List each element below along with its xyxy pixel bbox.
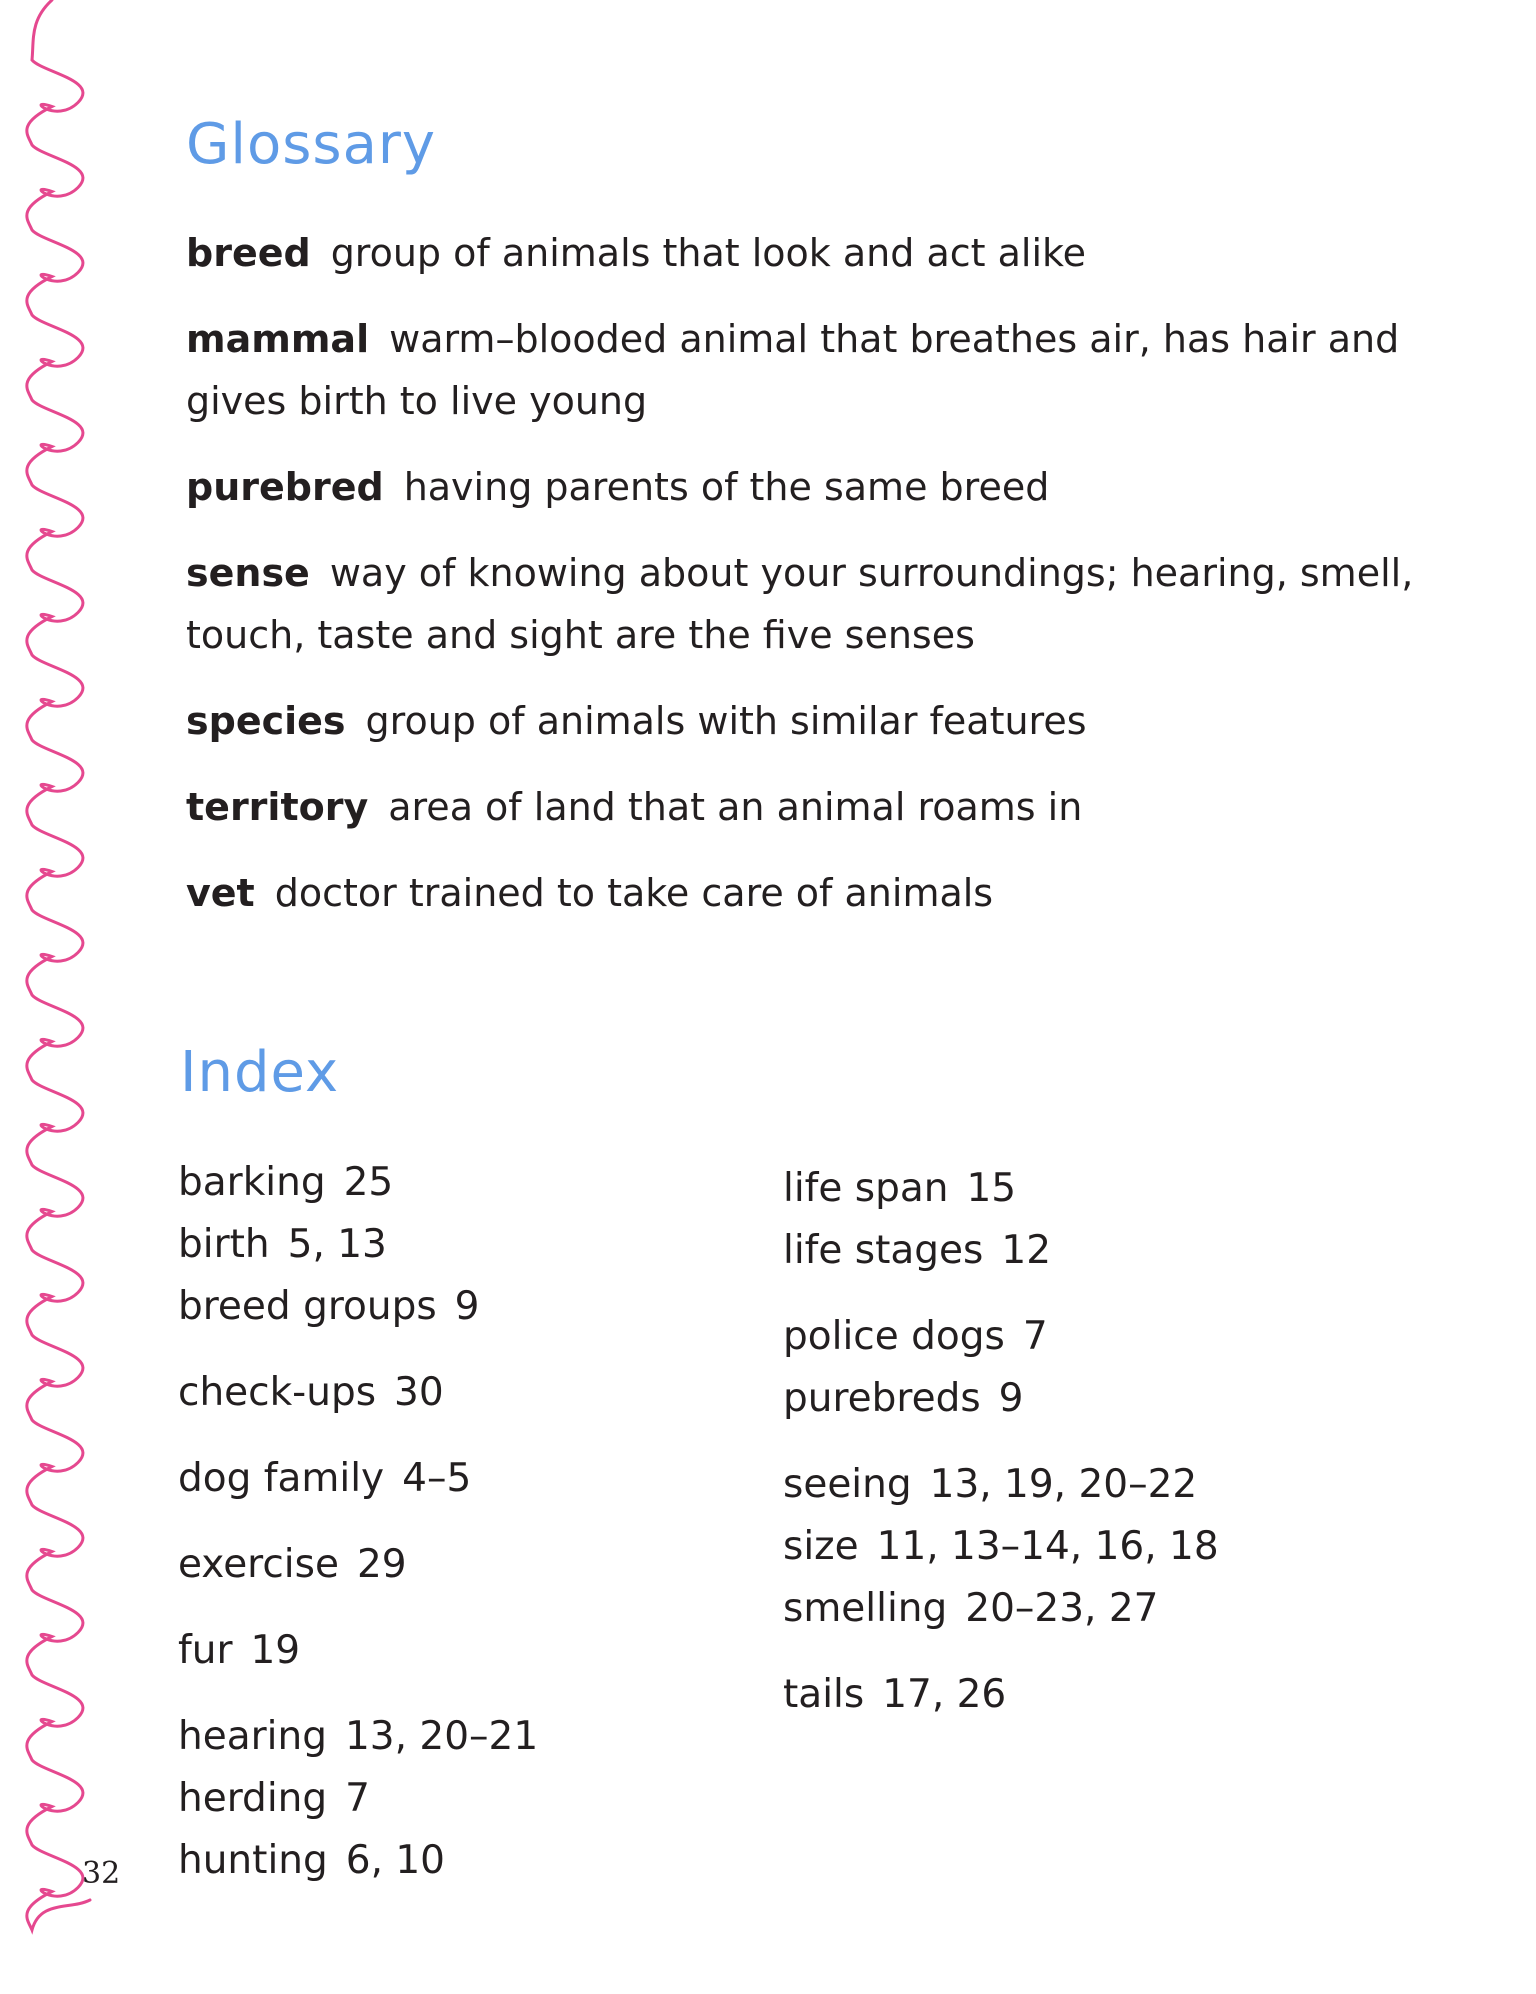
glossary-definition: way of knowing about your surroundings; hearing, smell, touch, taste and sight are the five senses [186,551,1414,657]
index-entry [178,1768,538,1830]
index-entry [178,1706,538,1768]
index-entry [783,1220,1219,1282]
glossary-entry [186,222,1416,284]
index-term: check-ups [178,1370,377,1415]
glossary-term: sense [186,551,310,595]
index-term: barking [178,1160,326,1205]
glossary-entry [186,542,1416,666]
index-entry [178,1276,538,1338]
index-group [178,1448,538,1510]
swirl-line [27,0,90,1930]
index-entry [178,1448,538,1510]
glossary-term: vet [186,871,255,915]
index-term: hearing [178,1714,327,1759]
index-pages: 7 [1022,1314,1048,1359]
index-group [783,1454,1219,1640]
index-group [178,1706,538,1892]
glossary-definition: area of land that an animal roams in [388,785,1083,829]
index-heading: Index [180,1040,340,1105]
index-entry [178,1620,538,1682]
index-entry [178,1534,538,1596]
glossary-definition: group of animals that look and act alike [330,231,1087,275]
index-term: herding [178,1776,328,1821]
pink-swirl-border-icon [0,0,120,1994]
glossary-term: species [186,699,346,743]
index-pages: 7 [345,1776,370,1821]
index-entry [178,1214,538,1276]
index-term: exercise [178,1542,339,1587]
glossary-list [186,222,1416,948]
index-pages: 17, 26 [882,1672,1007,1717]
index-pages: 4–5 [402,1456,472,1501]
index-term: purebreds [783,1376,981,1421]
glossary-term: breed [186,231,311,275]
index-entry [178,1830,538,1892]
index-pages: 29 [356,1542,407,1587]
index-entry [783,1664,1219,1726]
index-group [178,1362,538,1424]
glossary-term: purebred [186,465,384,509]
index-term: fur [178,1628,233,1673]
page-number: 32 [82,1856,121,1891]
index-entry [783,1578,1219,1640]
index-pages: 25 [343,1160,394,1205]
index-term: life stages [783,1228,984,1273]
index-term: dog family [178,1456,385,1501]
index-entry [783,1306,1219,1368]
index-entry [783,1454,1219,1516]
index-term: tails [783,1672,865,1717]
index-group [783,1306,1219,1430]
index-term: life span [783,1166,949,1211]
index-pages: 30 [394,1370,444,1415]
index-term: size [783,1524,859,1569]
glossary-heading: Glossary [186,112,437,177]
index-column-right [783,1158,1219,1750]
glossary-entry [186,862,1416,924]
index-term: hunting [178,1838,328,1883]
glossary-definition: doctor trained to take care of animals [274,871,994,915]
glossary-term: territory [186,785,369,829]
glossary-entry [186,690,1416,752]
index-term: smelling [783,1586,948,1631]
index-pages: 11, 13–14, 16, 18 [876,1524,1219,1569]
index-group [178,1620,538,1682]
index-term: birth [178,1222,270,1267]
glossary-entry [186,456,1416,518]
index-entry [178,1152,538,1214]
index-group [783,1158,1219,1282]
index-pages: 13, 19, 20–22 [929,1462,1198,1507]
index-group [178,1152,538,1338]
index-column-left [178,1152,538,1916]
glossary-definition: having parents of the same breed [403,465,1050,509]
glossary-entry [186,776,1416,838]
index-entry [783,1516,1219,1578]
index-pages: 9 [998,1376,1024,1421]
index-pages: 9 [454,1284,480,1329]
glossary-definition: warm–blooded animal that breathes air, has hair and gives birth to live young [186,317,1400,423]
index-group [783,1664,1219,1726]
index-term: seeing [783,1462,912,1507]
index-term: police dogs [783,1314,1005,1359]
glossary-term: mammal [186,317,370,361]
index-entry [783,1368,1219,1430]
index-entry [178,1362,538,1424]
index-term: breed groups [178,1284,437,1329]
glossary-definition: group of animals with similar features [365,699,1087,743]
index-pages: 15 [966,1166,1017,1211]
index-pages: 20–23, 27 [965,1586,1159,1631]
index-pages: 5, 13 [287,1222,387,1267]
index-pages: 19 [250,1628,301,1673]
index-group [178,1534,538,1596]
glossary-entry [186,308,1416,432]
index-pages: 6, 10 [345,1838,445,1883]
index-entry [783,1158,1219,1220]
index-pages: 12 [1001,1228,1052,1273]
index-pages: 13, 20–21 [344,1714,539,1759]
